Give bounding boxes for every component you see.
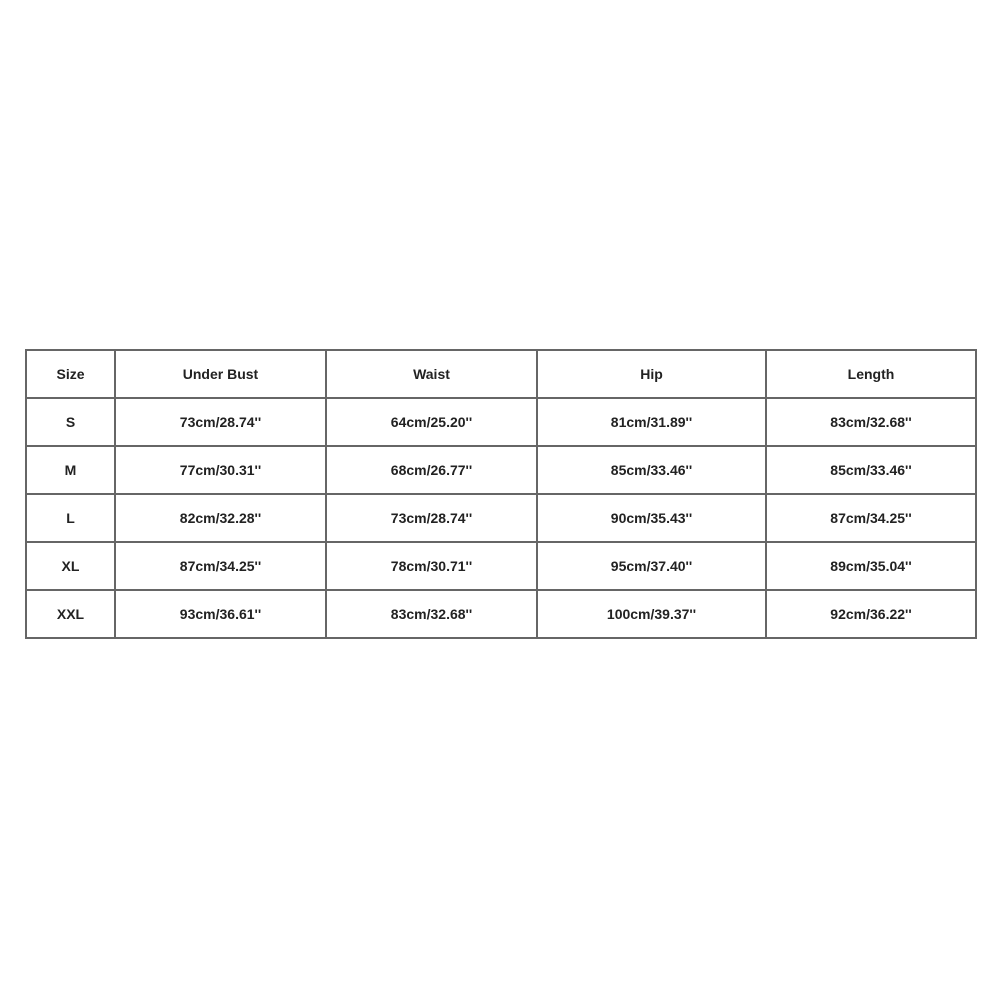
cell-waist: 83cm/32.68'' — [326, 590, 537, 638]
header-under-bust: Under Bust — [115, 350, 326, 398]
size-chart-table — [25, 349, 977, 639]
header-length: Length — [766, 350, 976, 398]
cell-waist: 73cm/28.74'' — [326, 494, 537, 542]
cell-size: M — [26, 446, 115, 494]
cell-size: L — [26, 494, 115, 542]
cell-waist: 64cm/25.20'' — [326, 398, 537, 446]
cell-hip: 100cm/39.37'' — [537, 590, 766, 638]
cell-size: XL — [26, 542, 115, 590]
table-row — [26, 398, 976, 446]
header-row — [26, 350, 976, 398]
header-hip: Hip — [537, 350, 766, 398]
cell-waist: 78cm/30.71'' — [326, 542, 537, 590]
cell-hip: 85cm/33.46'' — [537, 446, 766, 494]
cell-length: 85cm/33.46'' — [766, 446, 976, 494]
cell-under-bust: 87cm/34.25'' — [115, 542, 326, 590]
cell-length: 89cm/35.04'' — [766, 542, 976, 590]
cell-length: 92cm/36.22'' — [766, 590, 976, 638]
cell-length: 83cm/32.68'' — [766, 398, 976, 446]
cell-size: XXL — [26, 590, 115, 638]
cell-under-bust: 93cm/36.61'' — [115, 590, 326, 638]
cell-under-bust: 82cm/32.28'' — [115, 494, 326, 542]
cell-length: 87cm/34.25'' — [766, 494, 976, 542]
header-waist: Waist — [326, 350, 537, 398]
cell-hip: 81cm/31.89'' — [537, 398, 766, 446]
cell-size: S — [26, 398, 115, 446]
cell-waist: 68cm/26.77'' — [326, 446, 537, 494]
cell-under-bust: 73cm/28.74'' — [115, 398, 326, 446]
cell-under-bust: 77cm/30.31'' — [115, 446, 326, 494]
table-row — [26, 446, 976, 494]
table-row — [26, 590, 976, 638]
table-row — [26, 542, 976, 590]
cell-hip: 90cm/35.43'' — [537, 494, 766, 542]
header-size: Size — [26, 350, 115, 398]
cell-hip: 95cm/37.40'' — [537, 542, 766, 590]
table-row — [26, 494, 976, 542]
